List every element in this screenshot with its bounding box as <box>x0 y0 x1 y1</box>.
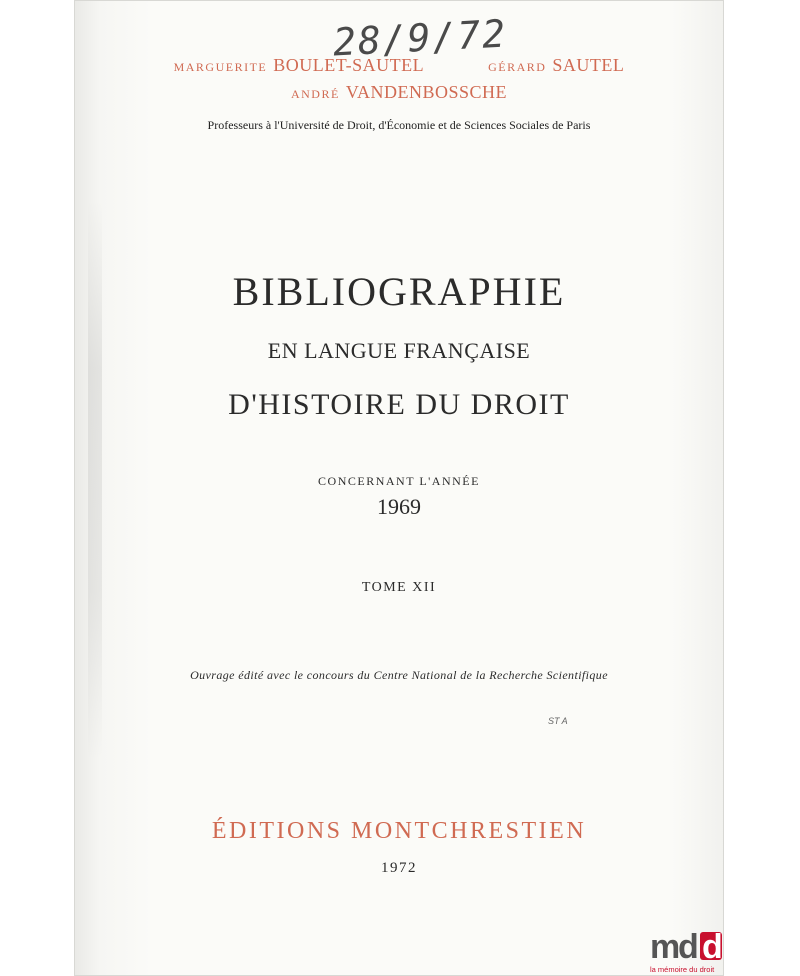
authors-block <box>74 55 724 103</box>
authors-row-2 <box>74 82 724 103</box>
title-line-1: BIBLIOGRAPHIE <box>232 269 566 314</box>
author-2 <box>488 55 624 76</box>
publisher-name: ÉDITIONS MONTCHRESTIEN <box>211 818 587 844</box>
author-3 <box>291 82 507 103</box>
cnrs-notice: Ouvrage édité avec le concours du Centre National de la Recherche Scientifique <box>190 668 608 682</box>
volume-label: TOME XII <box>361 580 437 595</box>
period-label: CONCERNANT L'ANNÉE <box>318 474 480 488</box>
mdd-logo-icon <box>648 924 726 976</box>
author-given-name: GÉRARD <box>488 60 547 74</box>
authors-row-1 <box>74 55 724 76</box>
small-stamp-mark: ST A <box>548 716 568 726</box>
author-1 <box>174 55 425 76</box>
svg-text:m: m <box>650 928 680 966</box>
author-family-name: BOULET-SAUTEL <box>273 55 425 75</box>
handwritten-date: 28/9/72 <box>331 11 509 65</box>
author-given-name: ANDRÉ <box>290 87 340 101</box>
period-year: 1969 <box>377 494 421 519</box>
title-line-2: EN LANGUE FRANÇAISE <box>267 338 531 363</box>
svg-text:la mémoire du droit: la mémoire du droit <box>650 965 715 974</box>
author-family-name: VANDENBOSSCHE <box>345 82 508 102</box>
author-affiliation: Professeurs à l'Université de Droit, d'Économie et de Sciences Sociales de Paris <box>207 118 591 132</box>
svg-text:d: d <box>702 928 723 966</box>
author-family-name: SAUTEL <box>552 55 625 75</box>
title-line-3: D'HISTOIRE DU DROIT <box>228 388 570 421</box>
svg-text:d: d <box>678 928 699 966</box>
publication-year: 1972 <box>381 860 417 876</box>
author-given-name: MARGUERITE <box>173 60 268 74</box>
